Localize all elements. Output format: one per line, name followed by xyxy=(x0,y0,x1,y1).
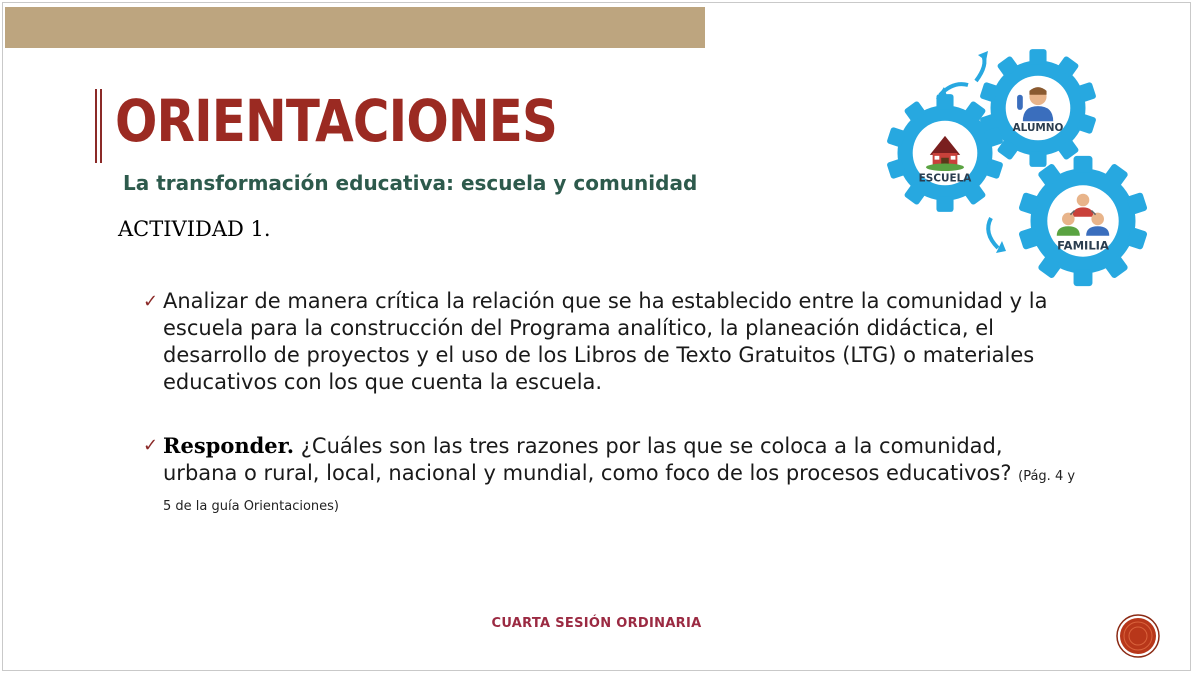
bullet-item xyxy=(143,288,1083,396)
gear-escuela xyxy=(886,94,1003,212)
page-reference: (Pág. 4 y 5 de la guía Orientaciones) xyxy=(163,469,1076,514)
gear-label-alumno: ALUMNO xyxy=(1012,121,1064,134)
circular-button-icon[interactable] xyxy=(1116,614,1160,658)
footer-session-label: CUARTA SESIÓN ORDINARIA xyxy=(491,616,702,631)
slide xyxy=(2,2,1191,671)
title-accent-bar xyxy=(95,89,102,163)
gear-familia xyxy=(1018,156,1148,286)
bullet-text: ¿Cuáles son las tres razones por las que se coloca a la comunidad, urbana o rural, local, nacional y mundial, como foco de los procesos educativos? xyxy=(163,434,1019,485)
activity-heading: ACTIVIDAD 1. xyxy=(118,217,271,241)
check-mark-icon: ✓ xyxy=(143,435,159,456)
bullet-text: Analizar de manera crítica la relación que se ha establecido entre la comunidad y la escuela para la construcción del Programa analítico, la planeación didáctica, el desarrollo de proyectos y el uso de los Libros de Texto Gratuitos (LTG) o materiales educativos con los que cuenta la escuela. xyxy=(163,289,1048,394)
arrow-icon xyxy=(988,218,998,248)
bullet-lead: Responder. xyxy=(163,433,295,458)
gear-label-escuela: ESCUELA xyxy=(918,172,972,185)
bullet-list xyxy=(143,288,1083,556)
gear-alumno xyxy=(979,49,1096,167)
gear-label-familia: FAMILIA xyxy=(1057,238,1109,253)
bullet-item xyxy=(143,432,1083,520)
slide-subtitle: La transformación educativa: escuela y comunidad xyxy=(123,171,698,195)
check-mark-icon: ✓ xyxy=(143,291,159,312)
header-band xyxy=(5,7,705,48)
gears-illustration xyxy=(878,43,1168,303)
slide-title: ORIENTACIONES xyxy=(115,87,558,155)
